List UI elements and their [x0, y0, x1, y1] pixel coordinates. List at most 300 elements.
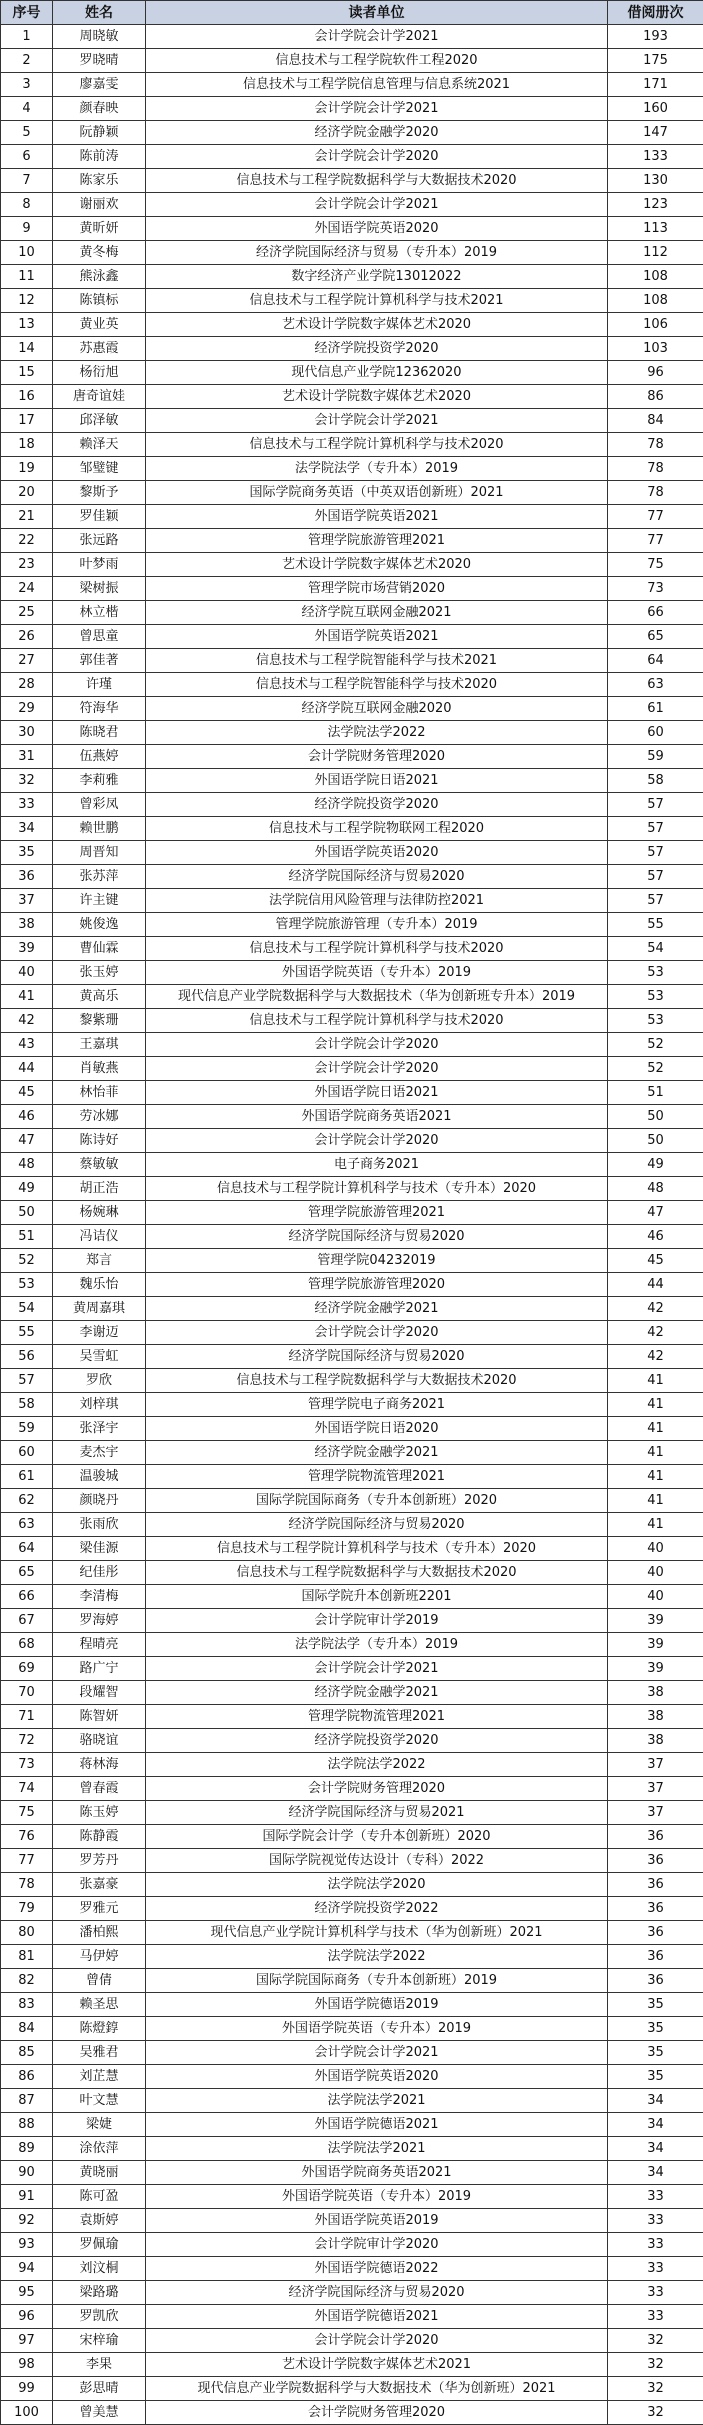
row-index: 32: [1, 769, 53, 793]
borrow-count: 78: [608, 457, 703, 481]
row-index: 10: [1, 241, 53, 265]
borrow-count: 35: [608, 2017, 703, 2041]
borrow-count: 193: [608, 25, 703, 49]
reader-name: 梁婕: [53, 2113, 146, 2137]
borrow-count: 50: [608, 1105, 703, 1129]
borrow-count: 52: [608, 1057, 703, 1081]
borrow-count: 58: [608, 769, 703, 793]
table-row: [1, 1321, 703, 1345]
reader-name: 蔡敏敏: [53, 1153, 146, 1177]
table-row: [1, 1801, 703, 1825]
table-row: [1, 97, 703, 121]
reader-name: 姚俊逸: [53, 913, 146, 937]
reader-unit: 经济学院金融学2021: [146, 1681, 608, 1705]
reader-unit: 会计学院财务管理2020: [146, 2401, 608, 2425]
table-row: [1, 601, 703, 625]
reader-unit: 法学院法学（专升本）2019: [146, 457, 608, 481]
borrow-count: 60: [608, 721, 703, 745]
reader-unit: 外国语学院日语2021: [146, 769, 608, 793]
reader-name: 曾倩: [53, 1969, 146, 1993]
table-row: [1, 2281, 703, 2305]
reader-name: 程晴亮: [53, 1633, 146, 1657]
table-row: [1, 1945, 703, 1969]
reader-name: 张苏萍: [53, 865, 146, 889]
reader-unit: 国际学院会计学（专升本创新班）2020: [146, 1825, 608, 1849]
table-row: [1, 1969, 703, 1993]
reader-unit: 外国语学院英语2020: [146, 217, 608, 241]
table-row: [1, 793, 703, 817]
reader-unit: 信息技术与工程学院数据科学与大数据技术2020: [146, 169, 608, 193]
row-index: 94: [1, 2257, 53, 2281]
borrow-count: 57: [608, 865, 703, 889]
row-index: 67: [1, 1609, 53, 1633]
borrow-count: 47: [608, 1201, 703, 1225]
reader-unit: 法学院法学2021: [146, 2089, 608, 2113]
table-row: [1, 25, 703, 49]
reader-name: 周晓敏: [53, 25, 146, 49]
reader-name: 罗芳丹: [53, 1849, 146, 1873]
table-row: [1, 1129, 703, 1153]
row-index: 28: [1, 673, 53, 697]
reader-unit: 外国语学院英语2020: [146, 841, 608, 865]
borrow-count: 33: [608, 2281, 703, 2305]
row-index: 3: [1, 73, 53, 97]
reader-unit: 外国语学院英语2021: [146, 625, 608, 649]
reader-name: 陈静霞: [53, 1825, 146, 1849]
reader-unit: 经济学院投资学2020: [146, 793, 608, 817]
row-index: 89: [1, 2137, 53, 2161]
reader-unit: 国际学院升本创新班2201: [146, 1585, 608, 1609]
row-index: 69: [1, 1657, 53, 1681]
borrow-count: 57: [608, 841, 703, 865]
borrow-count: 123: [608, 193, 703, 217]
table-row: [1, 385, 703, 409]
reader-name: 陈燈錞: [53, 2017, 146, 2041]
reader-unit: 信息技术与工程学院智能科学与技术2021: [146, 649, 608, 673]
row-index: 44: [1, 1057, 53, 1081]
reader-unit: 信息技术与工程学院软件工程2020: [146, 49, 608, 73]
row-index: 65: [1, 1561, 53, 1585]
table-row: [1, 937, 703, 961]
reader-name: 陈前涛: [53, 145, 146, 169]
borrow-count: 53: [608, 1009, 703, 1033]
borrow-count: 35: [608, 1993, 703, 2017]
row-index: 66: [1, 1585, 53, 1609]
row-index: 18: [1, 433, 53, 457]
reader-name: 陈镇标: [53, 289, 146, 313]
reader-name: 黄业英: [53, 313, 146, 337]
table-row: [1, 1681, 703, 1705]
row-index: 17: [1, 409, 53, 433]
borrow-count: 78: [608, 433, 703, 457]
borrow-count: 108: [608, 265, 703, 289]
borrow-count: 42: [608, 1345, 703, 1369]
table-row: [1, 1825, 703, 1849]
borrow-count: 75: [608, 553, 703, 577]
reader-name: 黄昕妍: [53, 217, 146, 241]
row-index: 87: [1, 2089, 53, 2113]
table-row: [1, 2377, 703, 2401]
table-row: [1, 2401, 703, 2425]
reader-unit: 国际学院国际商务（专升本创新班）2020: [146, 1489, 608, 1513]
reader-name: 曾春霞: [53, 1777, 146, 1801]
table-row: [1, 697, 703, 721]
reader-unit: 会计学院财务管理2020: [146, 1777, 608, 1801]
reader-unit: 艺术设计学院数字媒体艺术2020: [146, 385, 608, 409]
reader-unit: 电子商务2021: [146, 1153, 608, 1177]
reader-name: 伍燕婷: [53, 745, 146, 769]
row-index: 85: [1, 2041, 53, 2065]
reader-name: 陈诗好: [53, 1129, 146, 1153]
reader-name: 马伊婷: [53, 1945, 146, 1969]
reader-name: 曾美慧: [53, 2401, 146, 2425]
table-row: [1, 1609, 703, 1633]
reader-name: 劳冰娜: [53, 1105, 146, 1129]
borrow-count: 147: [608, 121, 703, 145]
borrow-count: 41: [608, 1369, 703, 1393]
borrow-count: 34: [608, 2089, 703, 2113]
borrow-count: 37: [608, 1777, 703, 1801]
table-row: [1, 2329, 703, 2353]
borrow-count: 57: [608, 889, 703, 913]
reader-name: 杨婉琳: [53, 1201, 146, 1225]
reader-unit: 会计学院会计学2020: [146, 1033, 608, 1057]
reader-unit: 经济学院投资学2022: [146, 1897, 608, 1921]
table-row: [1, 673, 703, 697]
reader-unit: 艺术设计学院数字媒体艺术2020: [146, 313, 608, 337]
row-index: 13: [1, 313, 53, 337]
table-row: [1, 241, 703, 265]
reader-name: 潘柏熙: [53, 1921, 146, 1945]
reader-name: 陈玉婷: [53, 1801, 146, 1825]
row-index: 57: [1, 1369, 53, 1393]
row-index: 21: [1, 505, 53, 529]
reader-name: 郭佳著: [53, 649, 146, 673]
borrow-count: 86: [608, 385, 703, 409]
reader-unit: 经济学院金融学2021: [146, 1441, 608, 1465]
header-count: 借阅册次: [608, 1, 703, 25]
reader-unit: 外国语学院英语（专升本）2019: [146, 961, 608, 985]
table-row: [1, 2257, 703, 2281]
reader-name: 罗海婷: [53, 1609, 146, 1633]
reader-unit: 经济学院金融学2021: [146, 1297, 608, 1321]
reader-unit: 信息技术与工程学院数据科学与大数据技术2020: [146, 1369, 608, 1393]
reader-name: 李果: [53, 2353, 146, 2377]
borrow-count: 32: [608, 2329, 703, 2353]
reader-unit: 信息技术与工程学院计算机科学与技术2020: [146, 1009, 608, 1033]
reader-unit: 外国语学院英语2020: [146, 2065, 608, 2089]
table-row: [1, 73, 703, 97]
borrow-count: 38: [608, 1729, 703, 1753]
borrow-count: 77: [608, 529, 703, 553]
reader-name: 叶文慧: [53, 2089, 146, 2113]
reader-name: 李谢迈: [53, 1321, 146, 1345]
table-row: [1, 1921, 703, 1945]
reader-unit: 会计学院会计学2021: [146, 193, 608, 217]
reader-name: 黄晓丽: [53, 2161, 146, 2185]
reader-unit: 外国语学院英语（专升本）2019: [146, 2017, 608, 2041]
reader-name: 邱泽敏: [53, 409, 146, 433]
reader-unit: 会计学院会计学2020: [146, 1057, 608, 1081]
table-row: [1, 1561, 703, 1585]
borrow-count: 42: [608, 1297, 703, 1321]
row-index: 96: [1, 2305, 53, 2329]
reader-unit: 国际学院视觉传达设计（专科）2022: [146, 1849, 608, 1873]
reader-name: 段耀智: [53, 1681, 146, 1705]
row-index: 30: [1, 721, 53, 745]
reader-unit: 会计学院会计学2021: [146, 97, 608, 121]
row-index: 5: [1, 121, 53, 145]
row-index: 8: [1, 193, 53, 217]
reader-unit: 外国语学院日语2020: [146, 1417, 608, 1441]
reader-name: 曹仙霖: [53, 937, 146, 961]
table-row: [1, 169, 703, 193]
table-row: [1, 1057, 703, 1081]
borrow-count: 36: [608, 1921, 703, 1945]
reader-unit: 现代信息产业学院12362020: [146, 361, 608, 385]
reader-name: 骆晓谊: [53, 1729, 146, 1753]
table-row: [1, 2353, 703, 2377]
table-row: [1, 769, 703, 793]
reader-name: 梁树振: [53, 577, 146, 601]
borrow-count: 32: [608, 2377, 703, 2401]
reader-name: 吴雅君: [53, 2041, 146, 2065]
borrow-count: 40: [608, 1561, 703, 1585]
reader-unit: 国际学院商务英语（中英双语创新班）2021: [146, 481, 608, 505]
row-index: 41: [1, 985, 53, 1009]
row-index: 36: [1, 865, 53, 889]
table-row: [1, 1777, 703, 1801]
borrow-count: 53: [608, 961, 703, 985]
reader-name: 梁佳源: [53, 1537, 146, 1561]
table-row: [1, 1657, 703, 1681]
reader-unit: 信息技术与工程学院计算机科学与技术（专升本）2020: [146, 1177, 608, 1201]
borrow-count: 59: [608, 745, 703, 769]
borrow-count: 36: [608, 1825, 703, 1849]
table-row: [1, 1177, 703, 1201]
reader-unit: 管理学院旅游管理2020: [146, 1273, 608, 1297]
borrow-count: 36: [608, 1969, 703, 1993]
reader-unit: 管理学院电子商务2021: [146, 1393, 608, 1417]
reader-name: 陈晓君: [53, 721, 146, 745]
row-index: 16: [1, 385, 53, 409]
reader-name: 温骏城: [53, 1465, 146, 1489]
reader-name: 吴雪虹: [53, 1345, 146, 1369]
reader-name: 麦杰宇: [53, 1441, 146, 1465]
borrow-count: 40: [608, 1585, 703, 1609]
reader-name: 刘汶桐: [53, 2257, 146, 2281]
reader-unit: 经济学院国际经济与贸易2020: [146, 1513, 608, 1537]
row-index: 31: [1, 745, 53, 769]
table-row: [1, 1081, 703, 1105]
table-row: [1, 1273, 703, 1297]
reader-unit: 信息技术与工程学院计算机科学与技术（专升本）2020: [146, 1537, 608, 1561]
borrow-count: 41: [608, 1441, 703, 1465]
table-row: [1, 1753, 703, 1777]
borrow-count: 57: [608, 793, 703, 817]
reader-name: 许主键: [53, 889, 146, 913]
table-row: [1, 265, 703, 289]
borrow-count: 36: [608, 1873, 703, 1897]
reader-unit: 信息技术与工程学院信息管理与信息系统2021: [146, 73, 608, 97]
borrow-count: 36: [608, 1897, 703, 1921]
table-row: [1, 1225, 703, 1249]
table-row: [1, 913, 703, 937]
borrow-count: 64: [608, 649, 703, 673]
table-row: [1, 1537, 703, 1561]
borrow-count: 133: [608, 145, 703, 169]
row-index: 75: [1, 1801, 53, 1825]
borrow-count: 45: [608, 1249, 703, 1273]
reader-unit: 艺术设计学院数字媒体艺术2020: [146, 553, 608, 577]
row-index: 24: [1, 577, 53, 601]
table-row: [1, 1417, 703, 1441]
table-row: [1, 2305, 703, 2329]
table-row: [1, 865, 703, 889]
borrow-count: 78: [608, 481, 703, 505]
borrow-count: 49: [608, 1153, 703, 1177]
reader-name: 胡正浩: [53, 1177, 146, 1201]
reader-name: 王嘉琪: [53, 1033, 146, 1057]
reader-unit: 经济学院金融学2020: [146, 121, 608, 145]
borrow-count: 57: [608, 817, 703, 841]
row-index: 77: [1, 1849, 53, 1873]
row-index: 76: [1, 1825, 53, 1849]
reader-name: 陈智妍: [53, 1705, 146, 1729]
reader-name: 许瑾: [53, 673, 146, 697]
reader-unit: 管理学院旅游管理（专升本）2019: [146, 913, 608, 937]
borrow-count: 52: [608, 1033, 703, 1057]
borrow-count: 32: [608, 2353, 703, 2377]
reader-unit: 法学院法学2020: [146, 1873, 608, 1897]
borrow-count: 113: [608, 217, 703, 241]
reader-name: 熊泳鑫: [53, 265, 146, 289]
row-index: 1: [1, 25, 53, 49]
reader-name: 曾彩凤: [53, 793, 146, 817]
reader-unit: 艺术设计学院数字媒体艺术2021: [146, 2353, 608, 2377]
row-index: 23: [1, 553, 53, 577]
reader-name: 罗欣: [53, 1369, 146, 1393]
reader-unit: 经济学院投资学2020: [146, 1729, 608, 1753]
reader-unit: 外国语学院商务英语2021: [146, 1105, 608, 1129]
row-index: 100: [1, 2401, 53, 2425]
borrow-count: 55: [608, 913, 703, 937]
row-index: 49: [1, 1177, 53, 1201]
borrow-count: 33: [608, 2305, 703, 2329]
row-index: 71: [1, 1705, 53, 1729]
row-index: 47: [1, 1129, 53, 1153]
reader-name: 阮静颖: [53, 121, 146, 145]
reader-unit: 法学院法学2021: [146, 2137, 608, 2161]
row-index: 50: [1, 1201, 53, 1225]
borrow-count: 38: [608, 1681, 703, 1705]
table-body: [1, 25, 703, 2425]
borrow-count: 36: [608, 1849, 703, 1873]
table-row: [1, 529, 703, 553]
row-index: 34: [1, 817, 53, 841]
reader-name: 颜晓丹: [53, 1489, 146, 1513]
row-index: 33: [1, 793, 53, 817]
reader-unit: 经济学院互联网金融2021: [146, 601, 608, 625]
reader-unit: 经济学院国际经济与贸易（专升本）2019: [146, 241, 608, 265]
borrow-count: 33: [608, 2185, 703, 2209]
borrow-count: 33: [608, 2257, 703, 2281]
row-index: 6: [1, 145, 53, 169]
row-index: 52: [1, 1249, 53, 1273]
borrow-count: 41: [608, 1489, 703, 1513]
reader-unit: 经济学院国际经济与贸易2020: [146, 2281, 608, 2305]
reader-unit: 经济学院国际经济与贸易2020: [146, 1345, 608, 1369]
table-row: [1, 841, 703, 865]
header-unit: 读者单位: [146, 1, 608, 25]
header-index: 序号: [1, 1, 53, 25]
table-row: [1, 1033, 703, 1057]
row-index: 54: [1, 1297, 53, 1321]
row-index: 55: [1, 1321, 53, 1345]
table-row: [1, 2137, 703, 2161]
borrow-count: 38: [608, 1705, 703, 1729]
reader-unit: 会计学院会计学2021: [146, 2041, 608, 2065]
row-index: 80: [1, 1921, 53, 1945]
reader-name: 苏惠霞: [53, 337, 146, 361]
table-row: [1, 1465, 703, 1489]
borrow-count: 44: [608, 1273, 703, 1297]
table-row: [1, 2209, 703, 2233]
reader-unit: 外国语学院英语（专升本）2019: [146, 2185, 608, 2209]
borrow-count: 65: [608, 625, 703, 649]
reader-unit: 法学院法学2022: [146, 1945, 608, 1969]
borrow-count: 37: [608, 1753, 703, 1777]
borrow-count: 53: [608, 985, 703, 1009]
reader-name: 张雨欣: [53, 1513, 146, 1537]
row-index: 73: [1, 1753, 53, 1777]
borrow-count: 54: [608, 937, 703, 961]
reader-name: 罗雅元: [53, 1897, 146, 1921]
reader-unit: 经济学院国际经济与贸易2020: [146, 865, 608, 889]
reader-unit: 管理学院市场营销2020: [146, 577, 608, 601]
borrow-count: 41: [608, 1465, 703, 1489]
row-index: 14: [1, 337, 53, 361]
reader-name: 刘芷慧: [53, 2065, 146, 2089]
reader-name: 张远路: [53, 529, 146, 553]
borrow-count: 41: [608, 1417, 703, 1441]
reader-unit: 会计学院会计学2021: [146, 25, 608, 49]
table-row: [1, 313, 703, 337]
reader-name: 谢丽欢: [53, 193, 146, 217]
row-index: 51: [1, 1225, 53, 1249]
reader-unit: 法学院法学（专升本）2019: [146, 1633, 608, 1657]
table-row: [1, 193, 703, 217]
borrow-count: 42: [608, 1321, 703, 1345]
reader-unit: 法学院法学2022: [146, 721, 608, 745]
reader-name: 张玉婷: [53, 961, 146, 985]
borrow-count: 34: [608, 2161, 703, 2185]
reader-unit: 会计学院会计学2020: [146, 1321, 608, 1345]
reader-unit: 会计学院会计学2020: [146, 1129, 608, 1153]
borrow-count: 61: [608, 697, 703, 721]
row-index: 11: [1, 265, 53, 289]
row-index: 7: [1, 169, 53, 193]
row-index: 98: [1, 2353, 53, 2377]
row-index: 64: [1, 1537, 53, 1561]
reader-name: 李莉雅: [53, 769, 146, 793]
row-index: 95: [1, 2281, 53, 2305]
reader-name: 彭思晴: [53, 2377, 146, 2401]
reader-unit: 经济学院国际经济与贸易2021: [146, 1801, 608, 1825]
reader-name: 张嘉豪: [53, 1873, 146, 1897]
reader-unit: 信息技术与工程学院物联网工程2020: [146, 817, 608, 841]
row-index: 68: [1, 1633, 53, 1657]
